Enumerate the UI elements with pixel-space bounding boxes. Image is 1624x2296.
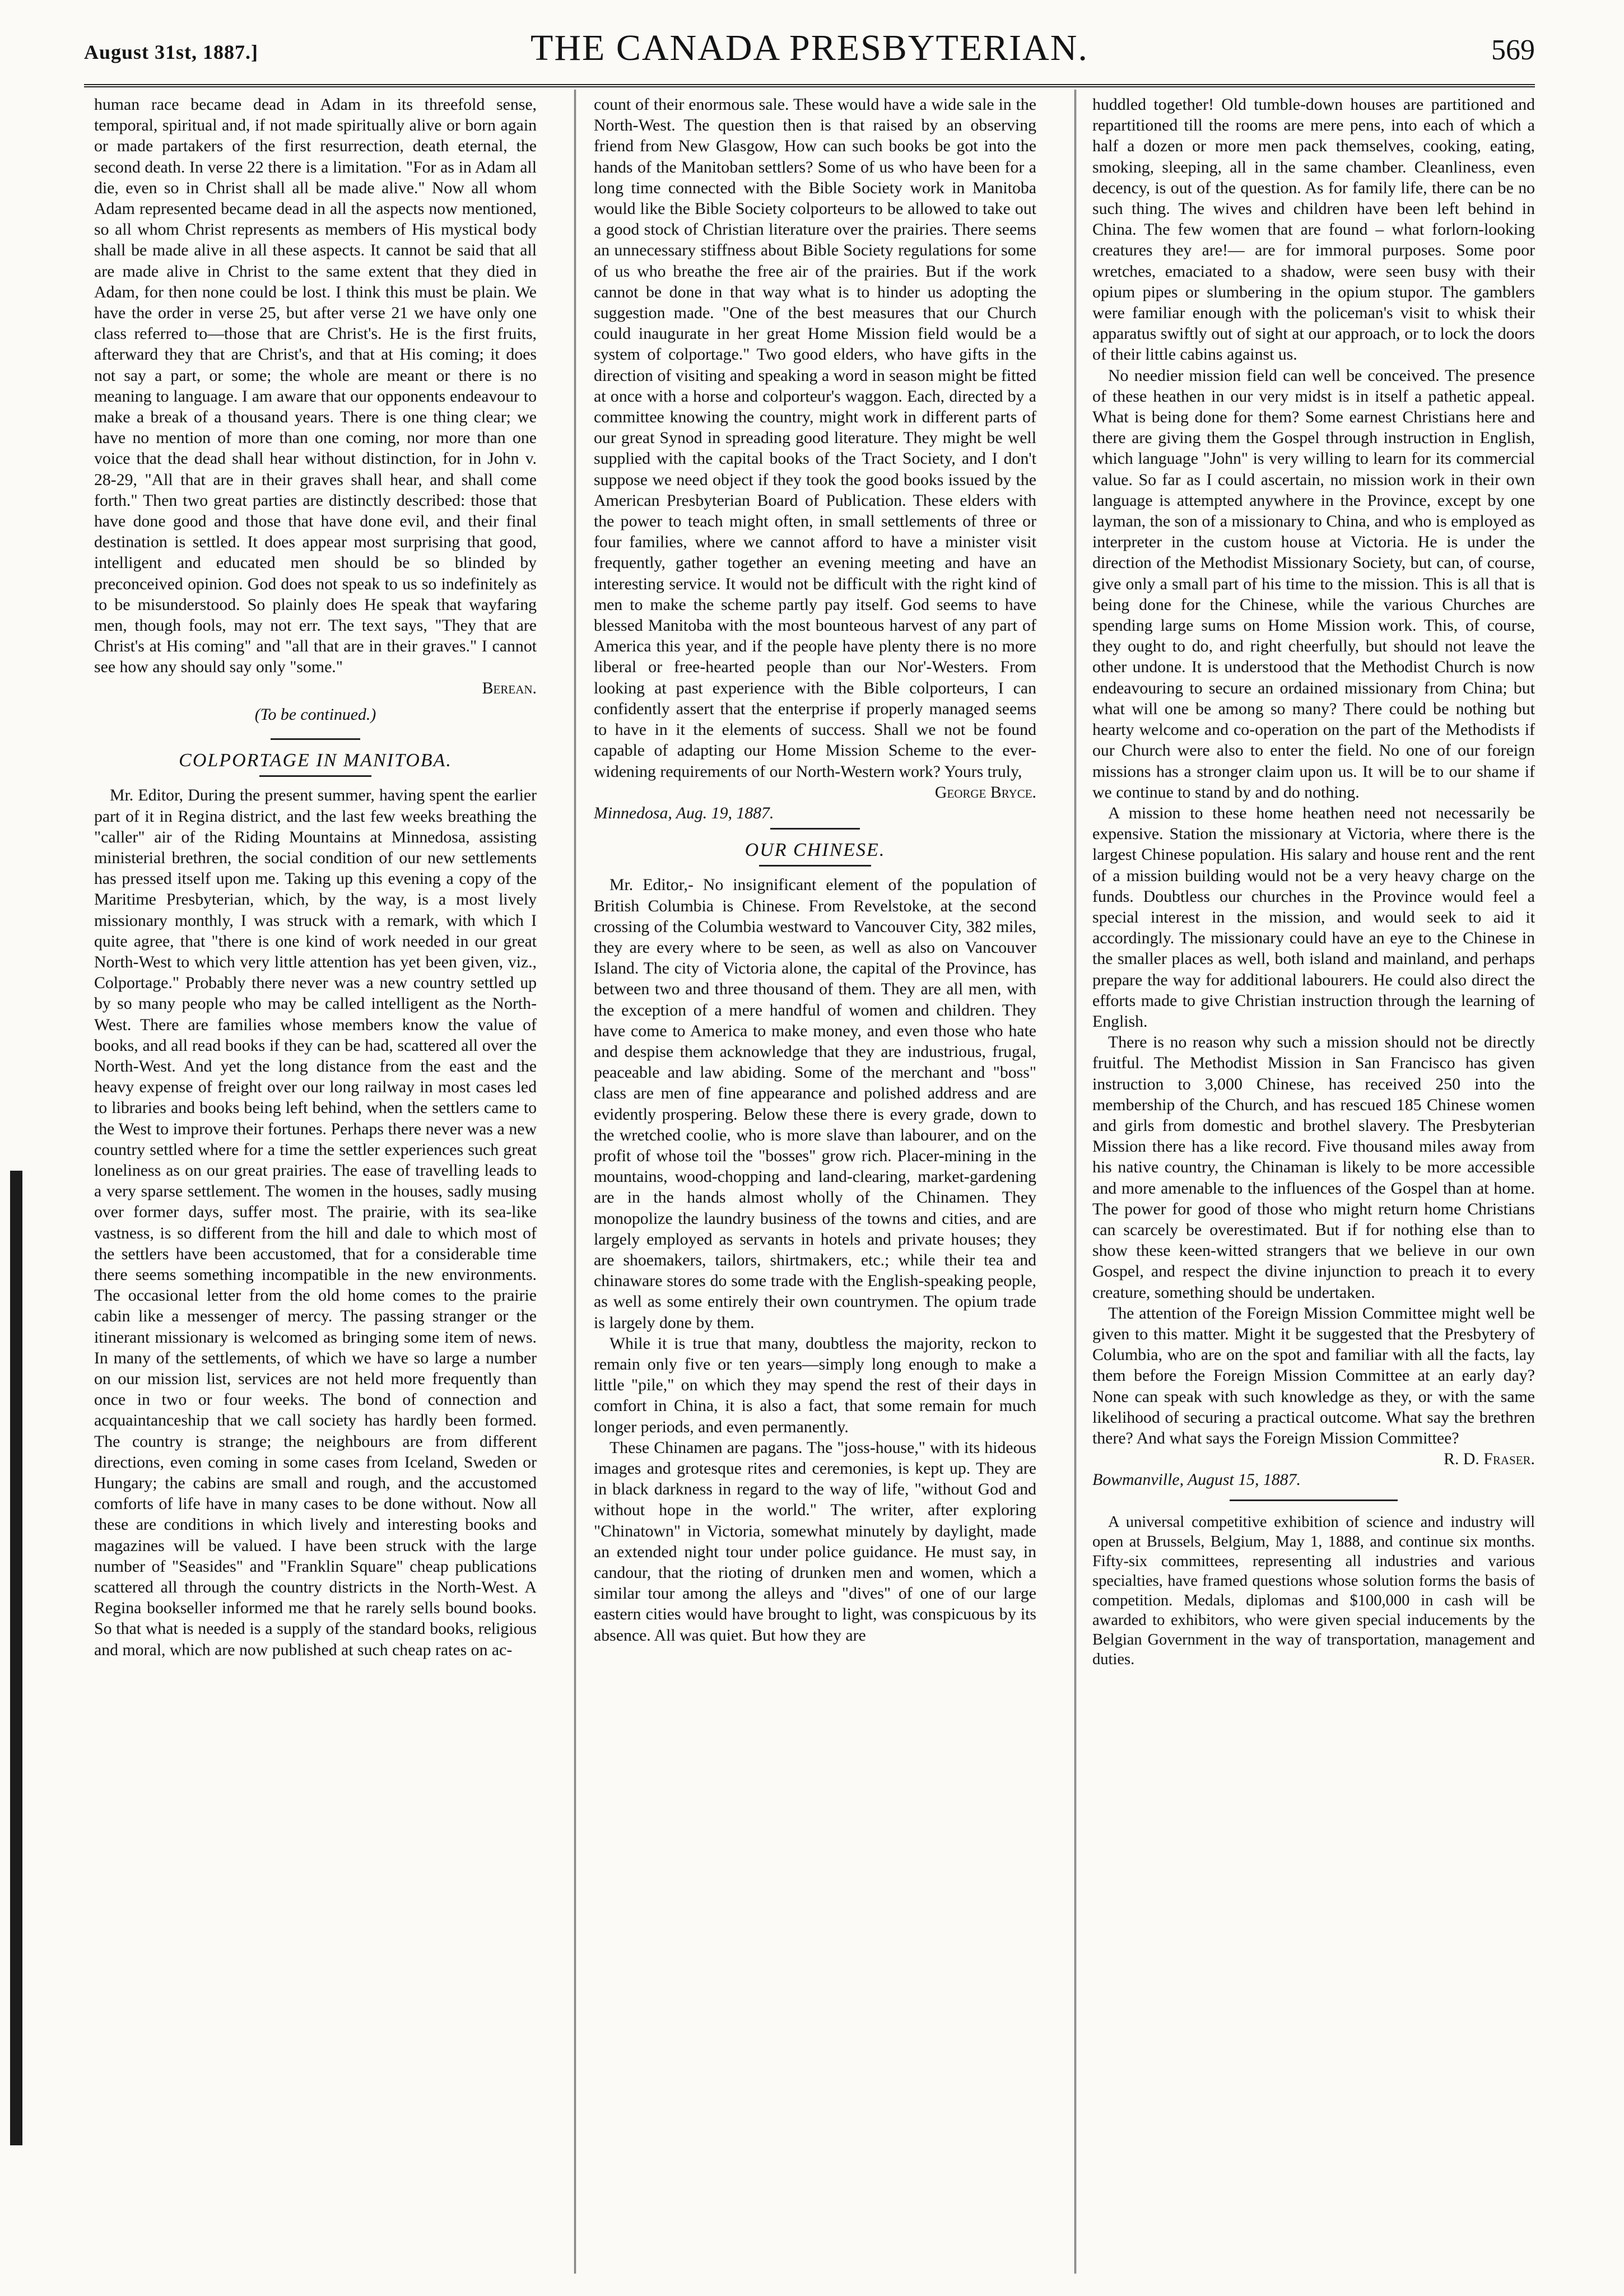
article-text: There is no reason why such a mission should not be directly fruitful. The Methodist Mission in San Francisco has given instruction to 3,000 Chinese, has received 250 into the membership of the Church, and has rescued 185 Chinese women and girls from domestic and brothel slavery. The Presbyterian Mission there has a like record. Five thousand miles away from his native country, the Chinaman is likely to be more accessible and more amenable to the influences of the Gospel than at home. The power for good of those who might return home Christians can scarcely be overestimated. But if for nothing else than to show these keen-witted strangers that we believe in our own Gospel, and respect the divine injunction to preach it to every creature, something should be undertaken. [1092,1033,1535,1302]
section-rule [759,865,871,867]
article-text: huddled together! Old tumble-down houses are partitioned and repartitioned till the rooms are mere pens, into each of which a half a dozen or more men pack themselves, cooking, eating, smoking, sleeping, all in the same chamber. Cleanliness, even decency, is out of the question. As for family life, there can be no such thing. The wives and children have been left behind in China. The few women that are found – what forlorn-looking creatures they are!— are for immoral purposes. Some poor wretches, emaciated to a shadow, were seen busy with their opium pipes or slumbering in the opium stupor. The gamblers were familiar enough with the policeman's visit to whisk their apparatus swiftly out of sight at our approach, or to lock the doors of their little cabins against us. [1092,95,1535,364]
section-rule [271,738,360,740]
author-signature: George Bryce. [934,783,1036,802]
column-1 [94,94,537,1660]
column-divider-1 [574,90,576,2274]
article-text: human race became dead in Adam in its threefold sense, temporal, spiritual and, if not made spiritually alive or born again or made partakers of the first resurrection, death eternal, the second death. In verse 22 there is a limitation. "For as in Adam all die, even so in Christ shall all be made alive." Now all whom Adam represented became dead in all the aspects now mentioned, so all whom Christ represents as members of His mystical body shall be made alive in all these aspects. It cannot be said that all are made alive in Christ to the same extent that they died in Adam, for then none could be lost. I think this must be plain. We have the order in verse 25, but after verse 21 we have only one class referred to—those that are Christ's. He is the first fruits, afterward they that are Christ's, and that at His coming; it does not say a part, or some; the whole are meant or there is no meaning to language. I am aware that our opponents endeavour to make a break of a thousand years. There is one thing clear; we have no mention of more than one coming, nor more than one voice that the dead shall hear without distinction, for in John v. 28-29, "All that are in their graves shall hear, and shall come forth." Then two great parties are distinctly described: those that have done good and those that have done evil, and their final destination is settled. It does appear most surprising that good, intelligent and educated men should be so blinded by preconceived opinion. God does not speak to us so indefinitely as to be misunderstood. So plainly does He speak that wayfaring men, though fools, may not err. The text says, "They that are Christ's at His coming" and "all that are in their graves." I cannot see how any should say only "some." [94,95,537,677]
section-rule [1230,1499,1398,1501]
article-text: While it is true that many, doubtless the majority, reckon to remain only five or ten years—simply long enough to make a little "pile," on which they may spend the rest of their days in comfort in China, it is also a fact, that some remain for much longer periods, and even permanently. [594,1334,1036,1436]
margin-mark [10,1171,22,2145]
section-rule [259,775,371,777]
author-signature: R. D. Fraser. [1444,1450,1535,1469]
article-text: These Chinamen are pagans. The "joss-house," with its hideous images and grotesque rites and ceremonies, is kept up. They are in black darkness in regard to the way of life, "without God and without hope in the world." The writer, after exploring "Chinatown" in Victoria, somewhat minutely by daylight, made an extended night tour under police guidance. He must say, in candour, that the rioting of drunken men and women, which a similar tour among the alleys and "dives" of one of our large eastern cities would have brought to light, was conspicuous by its absence. All was quiet. But how they are [594,1438,1036,1645]
author-signature: Berean. [482,678,537,697]
dateline: Bowmanville, August 15, 1887. [1092,1470,1301,1489]
column-2 [594,94,1036,1646]
page-number: 569 [1491,34,1535,66]
news-notice: A universal competitive exhibition of science and industry will open at Brussels, Belgium, May 1, 1888, and continue six months. Fifty-six committees, representing all industries and various specialties, have framed questions whose solution forms the basis of competition. Medals, diplomas and $100,000 in cash will be awarded to exhibitors, who were given special inducements by the Belgian Government in the way of transportation, management and duties. [1092,1513,1535,1668]
dateline: Minnedosa, Aug. 19, 1887. [594,803,774,822]
article-text: No needier mission field can well be conceived. The presence of these heathen in our very midst is in itself a pathetic appeal. What is being done for them? Some earnest Christians here and there are giving them the Gospel through instruction in English, which language "John" is very willing to learn for its commercial value. So far as I could ascertain, no mission work in their own language is attempted anywhere in the Province, except by one layman, the son of a missionary to China, and who is employed as interpreter in the custom house at Victoria. He is under the direction of the Methodist Missionary Society, but can, of course, give only a small part of his time to the mission. This is all that is being done for the Chinese, while the various Churches are spending large sums on Home Mission work. This, of course, they ought to do, and right cheerfully, but should not leave the other undone. It is understood that the Methodist Church is now endeavouring to secure an ordained missionary from China; but what will one be among so many? There could be nothing but hearty welcome and co-operation on the part of the Methodists if our Church were also to enter the field. No one of our foreign missions has a stronger claim upon us. It will be to our shame if we continue to stand by and do nothing. [1092,366,1535,802]
article-text: count of their enormous sale. These would have a wide sale in the North-West. The question then is that raised by an observing friend from New Glasgow, How can such books be got into the hands of the Manitoban settlers? Some of us who have been for a long time connected with the Bible Society work in Manitoba would like the Bible Society colporteurs to be allowed to take out a good stock of Christian literature over the prairies. There seems an unnecessary stiffness about Bible Society regulations for some of us who breathe the free air of the prairies. But if the work cannot be done in that way what is to hinder us adopting the suggestion made. "One of the best measures that our Church could inaugurate in her great Home Mission field would be a system of colportage." Two good elders, who have gifts in the direction of visiting and speaking a word in season might be fitted at once with a horse and colporteur's waggon. Each, directed by a committee knowing the country, might work in different parts of our great Synod in spreading good literature. They might be well supplied with the capital books of the Tract Society, and I don't suppose we need object if they took the good books issued by the American Presbyterian Board of Publication. These elders with the power to teach might often, in small settlements of three or four families, where we cannot afford to have a minister visit frequently, gather together an evening meeting and have an interesting service. It would not be difficult with the right kind of men to make the scheme partly pay itself. God seems to have blessed Manitoba with the most bounteous harvest of any part of America this year, and if the people have plenty there is no more liberal or free-hearted people than our Nor'-Westers. From looking at past experience with the Bible colporteurs, I can confidently assert that the enterprise if properly managed seems to have in it the elements of success. Shall we not be found capable of adapting our Home Mission Scheme to the ever-widening requirements of our North-Western work? Yours truly, [594,95,1036,781]
page-header [84,22,1535,78]
masthead-title: THE CANADA PRESBYTERIAN. [531,27,1088,68]
article-text: Mr. Editor, During the present summer, having spent the earlier part of it in Regina district, and the last few weeks breathing the "caller" air of the Riding Mountains at Minnedosa, assisting ministerial brethren, the social condition of our new settlements has pressed itself upon me. Taking up this evening a copy of the Maritime Presbyterian, which, by the way, is a most lively missionary monthly, I was struck with a remark, with which I quite agree, that "there is one kind of work needed in our great North-West to which very little attention has yet been given, viz., Colportage." Probably there never was a new country settled up by so many people who may be called intelligent as the North-West. There are families whose members know the value of books, and all read books if they can be had, scattered all over the North-West. And yet the long distance from the east and the heavy expense of freight over our long railway in most cases led to libraries and books being left behind, when the settlers came to the West to improve their fortunes. Perhaps there never was a new country settled where for a time the settler experiences such great loneliness as on our great prairies. The ease of travelling leads to a very sparse settlement. The women in the houses, sadly musing over former days, suffer most. The prairie, with its sea-like vastness, is so different from the hill and dale to which most of the settlers have been accustomed, that for a considerable time there seems something incompatible in the new environments. The occasional letter from the old home comes to the prairie cabin like a messenger of mercy. The passing stranger or the itinerant missionary is welcomed as bringing some item of news. In many of the settlements, of which we have so large a number on our mission list, services are not held more frequently than once in two or four weeks. The bond of connection and acquaintanceship that we call society has hardly been formed. The country is strange; the neighbours are from different directions, even coming in some cases from Iceland, Sweden or Hungary; the cabins are small and rough, and the accustomed comforts of life have in many cases to be done without. Now all these are conditions in which lively and interesting books and magazines will be valued. I have been struck with the large number of "Seasides" and "Franklin Square" cheap publications scattered all through the country districts in the North-West. A Regina bookseller informed me that he rarely sells bound books. So that what is needed is a supply of the standard books, religious and moral, which are now published at such cheap rates on ac- [94,786,537,1659]
header-rule [84,84,1535,87]
section-rule [770,828,860,830]
issue-date: August 31st, 1887.] [84,41,259,63]
continued-note: (To be continued.) [254,705,376,724]
column-divider-2 [1074,90,1076,2274]
article-heading: COLPORTAGE IN MANITOBA. [179,750,452,771]
article-text: Mr. Editor,- No insignificant element of the population of British Columbia is Chinese. From Revelstoke, at the second crossing of the Columbia westward to Vancouver City, 382 miles, they are every where to be seen, as well as also on Vancouver Island. The city of Victoria alone, the capital of the Province, has between two and three thousand of them. They are all men, with the exception of a mere handful of women and children. They have come to America to make money, and even those who hate and despise them acknowledge that they are industrious, frugal, peaceable and law abiding. Some of the merchant and "boss" class are men of fine appearance and polished address and are evidently prospering. Below these there is every grade, down to the wretched coolie, who is more slave than labourer, and on the profit of whose toil the "bosses" grow rich. Placer-mining in the mountains, wood-chopping and land-clearing, market-gardening are in the hands almost wholly of the Chinamen. They monopolize the laundry business of the towns and cities, and are largely employed as servants in hotels and private houses; they are shoemakers, tailors, shirtmakers, etc.; while their tea and chinaware stores do some trade with the English-speaking people, as well as some entirely their own countrymen. The opium trade is largely done by them. [594,875,1036,1332]
article-text: A mission to these home heathen need not necessarily be expensive. Station the missionary at Victoria, where there is the largest Chinese population. His salary and house rent and the rent of a mission building would not be a very heavy charge on the funds. Doubtless our churches in the Province would feel a special interest in the mission, and would seek to aid it accordingly. The missionary could have an eye to the Chinese in the smaller places as well, both island and mainland, and perhaps prepare the way for additional labourers. He could also direct the efforts made to give Christian instruction through the learning of English. [1092,803,1535,1031]
article-heading: OUR CHINESE. [744,840,886,861]
column-3 [1092,94,1535,1669]
article-text: The attention of the Foreign Mission Committee might well be given to this matter. Might it be suggested that the Presbytery of Columbia, who are on the spot and familiar with all the facts, lay them before the Foreign Mission Committee at an early day? None can speak with such knowledge as they, or with the same likelihood of securing a practical outcome. What say the brethren there? And what says the Foreign Mission Committee? [1092,1303,1535,1447]
